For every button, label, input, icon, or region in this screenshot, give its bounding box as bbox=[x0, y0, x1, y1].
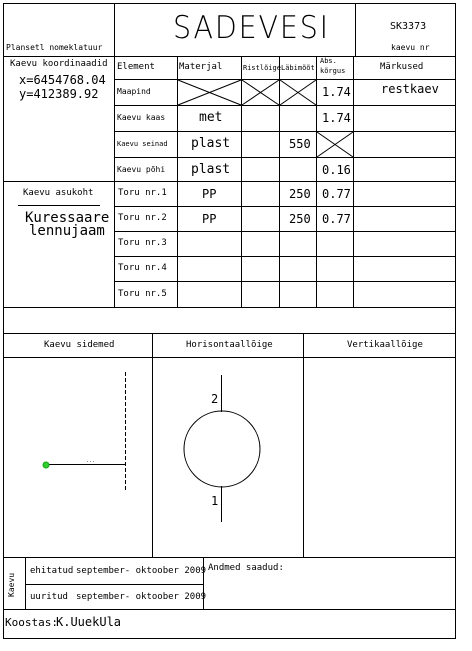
tie-distance-label: ... bbox=[86, 458, 96, 464]
row-material: met bbox=[199, 110, 223, 125]
nomenclature-label: Plansetl nomeklatuur bbox=[6, 43, 103, 52]
pipe-1-label: 1 bbox=[211, 494, 219, 508]
coordinates-label: Kaevu koordinaadid bbox=[10, 59, 108, 69]
row-diameter: 250 bbox=[289, 212, 311, 226]
row-element: Toru nr.2 bbox=[118, 213, 167, 223]
row-diameter: 250 bbox=[289, 187, 311, 201]
row-height: 0.77 bbox=[322, 187, 351, 201]
header-height-line1: Abs. bbox=[320, 57, 337, 65]
coordinate-y: y=412389.92 bbox=[19, 87, 99, 101]
header-element: Element bbox=[117, 62, 155, 72]
row-element: Toru nr.1 bbox=[118, 188, 167, 198]
location-line-1: Kuressaare bbox=[25, 210, 110, 226]
well-number-label: kaevu nr bbox=[391, 43, 430, 52]
row-height: 0.16 bbox=[322, 163, 351, 177]
built-date: september- oktoober 2009 bbox=[76, 566, 207, 576]
header-slope: Ristlõige bbox=[243, 64, 281, 72]
row-element: Kaevu kaas bbox=[117, 113, 166, 122]
section-ties-title: Kaevu sidemed bbox=[44, 340, 115, 350]
ties-diagram bbox=[43, 372, 126, 492]
row-notes: restkaev bbox=[381, 82, 439, 96]
well-id: SK3373 bbox=[390, 21, 427, 32]
location-label: Kaevu asukoht bbox=[23, 188, 94, 198]
row-element: Toru nr.4 bbox=[118, 263, 167, 273]
row-material: plast bbox=[191, 136, 231, 151]
horizontal-section-drawing bbox=[184, 375, 260, 522]
row-element: Toru nr.3 bbox=[118, 238, 167, 248]
location-line-2: lennujaam bbox=[29, 223, 105, 239]
author-name: K.UuekUla bbox=[56, 615, 122, 629]
row-height: 0.77 bbox=[322, 212, 351, 226]
row-height: 1.74 bbox=[322, 111, 351, 125]
row-element: Maapind bbox=[117, 87, 151, 96]
pipe-2-label: 2 bbox=[211, 392, 219, 406]
row-diameter: 550 bbox=[289, 137, 311, 151]
header-height-line2: kõrgus bbox=[320, 67, 346, 75]
coordinate-x: x=6454768.04 bbox=[19, 73, 106, 87]
surveyed-date: september- oktoober 2009 bbox=[76, 592, 207, 602]
section-vertical-title: Vertikaallõige bbox=[347, 340, 423, 350]
surveyed-label: uuritud bbox=[30, 592, 68, 602]
header-diameter: Läbimõõt bbox=[281, 64, 315, 72]
built-label: ehitatud bbox=[30, 566, 74, 576]
document-title: SADEVESI bbox=[173, 10, 330, 46]
row-material: plast bbox=[191, 162, 231, 177]
header-notes: Märkused bbox=[380, 62, 424, 72]
section-horizontal-title: Horisontaallõige bbox=[186, 340, 273, 350]
footer-side-label: Kaevu bbox=[7, 572, 16, 597]
row-element: Kaevu seinad bbox=[117, 140, 168, 148]
header-material: Materjal bbox=[179, 62, 223, 72]
row-element: Kaevu põhi bbox=[117, 165, 166, 174]
row-material: PP bbox=[202, 187, 217, 201]
row-material: PP bbox=[202, 212, 217, 226]
row-height: 1.74 bbox=[322, 85, 351, 99]
data-source-label: Andmed saadud: bbox=[208, 563, 284, 573]
row-element: Toru nr.5 bbox=[118, 289, 167, 299]
author-label: Koostas: bbox=[5, 616, 58, 629]
